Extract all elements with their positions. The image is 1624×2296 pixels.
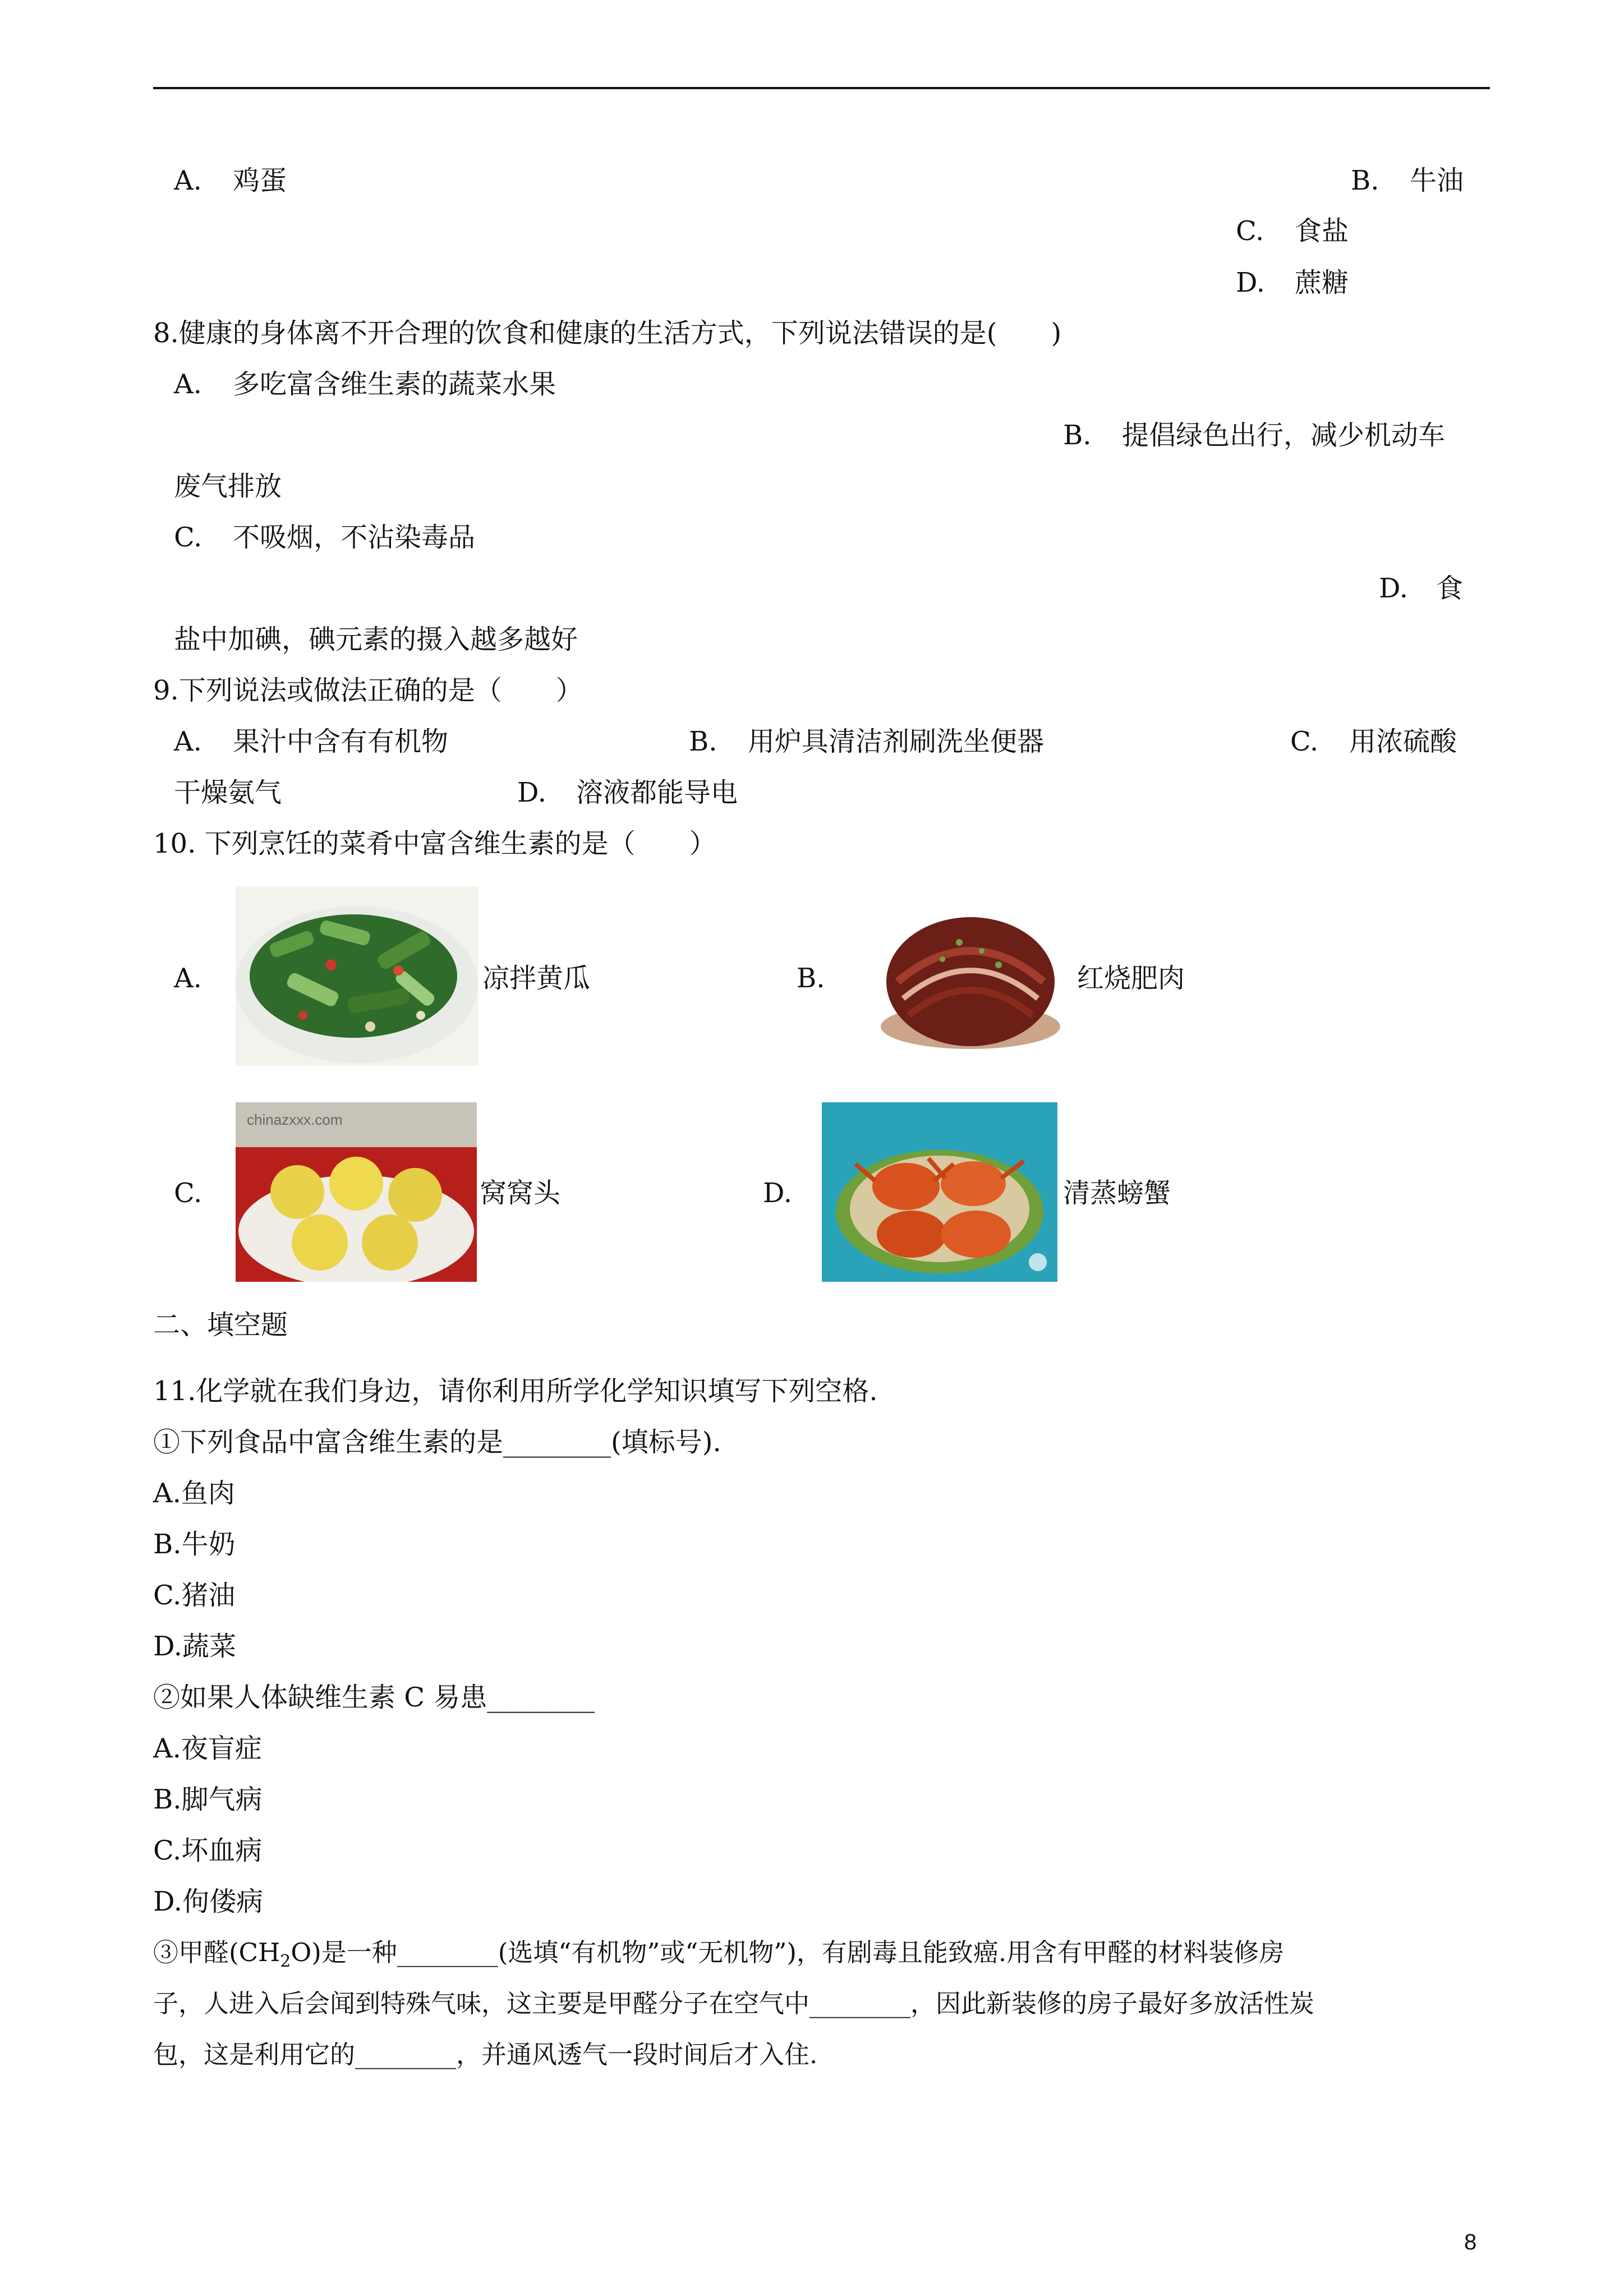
q7-option-d-letter: D. [1236, 267, 1266, 298]
q8-option-d-continuation: 盐中加碘，碘元素的摄入越多越好 [174, 624, 578, 655]
q10-option-c-text: 窝窝头 [480, 1177, 561, 1209]
q9-option-c-letter: C. [1290, 726, 1319, 757]
q9-option-c-continuation: 干燥氨气 [174, 777, 282, 808]
q11-part1-option-a: A.鱼肉 [153, 1478, 235, 1509]
q9-stem: 9.下列说法或做法正确的是（ ） [153, 675, 583, 706]
q11-part2-option-c: C.坏血病 [153, 1835, 263, 1866]
q8-option-b-continuation: 废气排放 [174, 471, 282, 502]
section-title: 二、填空题 [153, 1309, 288, 1341]
q11-part3-subscript: 2 [280, 1952, 291, 1971]
q10-option-b-text: 红烧肥肉 [1077, 963, 1185, 994]
q9-option-c-text: 用浓硫酸 [1349, 726, 1457, 757]
q10-option-c-letter: C. [174, 1177, 203, 1209]
q8-option-b-text: 提倡绿色出行，减少机动车 [1122, 420, 1446, 451]
page-number: 8 [1464, 2230, 1477, 2254]
q11-part1-option-c: C.猪油 [153, 1580, 236, 1611]
q11-part3-line3: 包，这是利用它的________，并通风透气一段时间后才入住. [153, 2040, 818, 2069]
q7-option-a-text: 鸡蛋 [233, 165, 287, 196]
wowotou-image [236, 1102, 477, 1282]
q7-option-b-letter: B. [1351, 165, 1379, 196]
q7-option-a-letter: A. [174, 165, 202, 196]
q9-option-a-text: 果汁中含有有机物 [233, 726, 449, 757]
q11-part3-suffix: O)是一种________(选填“有机物”或“无机物”)，有剧毒且能致癌.用含有甲醛的材料装修房 [291, 1938, 1285, 1967]
header-rule [153, 87, 1490, 89]
q7-option-c-letter: C. [1236, 215, 1264, 247]
q11-part2-option-b: B.脚气病 [153, 1784, 263, 1815]
q8-option-c-letter: C. [174, 522, 203, 553]
q9-option-b-text: 用炉具清洁剂刷洗坐便器 [748, 726, 1045, 757]
q9-option-d-letter: D. [517, 777, 547, 808]
q7-option-d-text: 蔗糖 [1295, 267, 1349, 298]
q11-part3-prefix: ③甲醛(CH [153, 1938, 280, 1967]
q10-option-d-text: 清蒸螃蟹 [1063, 1177, 1171, 1209]
q10-option-d-letter: D. [763, 1177, 793, 1209]
steamed-crab-image [822, 1102, 1057, 1282]
q8-option-d-text: 食 [1436, 573, 1464, 604]
q8-option-a-text: 多吃富含维生素的蔬菜水果 [233, 369, 556, 400]
q11-part2: ②如果人体缺维生素 C 易患________ [153, 1682, 595, 1713]
q11-part3-line2: 子，人进入后会闻到特殊气味，这主要是甲醛分子在空气中________，因此新装修的房子最好多放活性炭 [153, 1989, 1315, 2018]
q8-option-c-text: 不吸烟，不沾染毒品 [233, 522, 476, 553]
q8-option-b-letter: B. [1063, 420, 1092, 451]
wowotou-watermark: chinazxxx.com [247, 1111, 343, 1128]
q11-part1-option-b: B.牛奶 [153, 1529, 236, 1560]
q9-option-d-text: 溶液都能导电 [576, 777, 738, 808]
q11-part1: ①下列食品中富含维生素的是________(填标号). [153, 1427, 721, 1458]
q11-stem: 11.化学就在我们身边，请你利用所学化学知识填写下列空格. [153, 1375, 878, 1407]
q10-option-a-letter: A. [174, 963, 202, 994]
q7-option-c-text: 食盐 [1295, 215, 1349, 247]
q8-option-a-letter: A. [174, 369, 202, 400]
q9-option-a-letter: A. [174, 726, 202, 757]
q10-option-b-letter: B. [797, 963, 825, 994]
q10-stem: 10. 下列烹饪的菜肴中富含维生素的是（ ） [153, 828, 716, 859]
q11-part2-option-d: D.佝偻病 [153, 1886, 264, 1917]
braised-pork-image [858, 886, 1083, 1066]
q11-part1-option-d: D.蔬菜 [153, 1631, 237, 1662]
q11-part2-option-a: A.夜盲症 [153, 1733, 262, 1764]
q10-option-a-text: 凉拌黄瓜 [482, 963, 591, 994]
q8-stem: 8.健康的身体离不开合理的饮食和健康的生活方式，下列说法错误的是( ) [153, 318, 1062, 349]
q11-part3-line1 [153, 1935, 1284, 1980]
q9-option-b-letter: B. [689, 726, 717, 757]
q7-option-b-text: 牛油 [1410, 165, 1464, 196]
q8-option-d-letter: D. [1379, 573, 1409, 604]
cucumber-salad-image [236, 886, 479, 1066]
